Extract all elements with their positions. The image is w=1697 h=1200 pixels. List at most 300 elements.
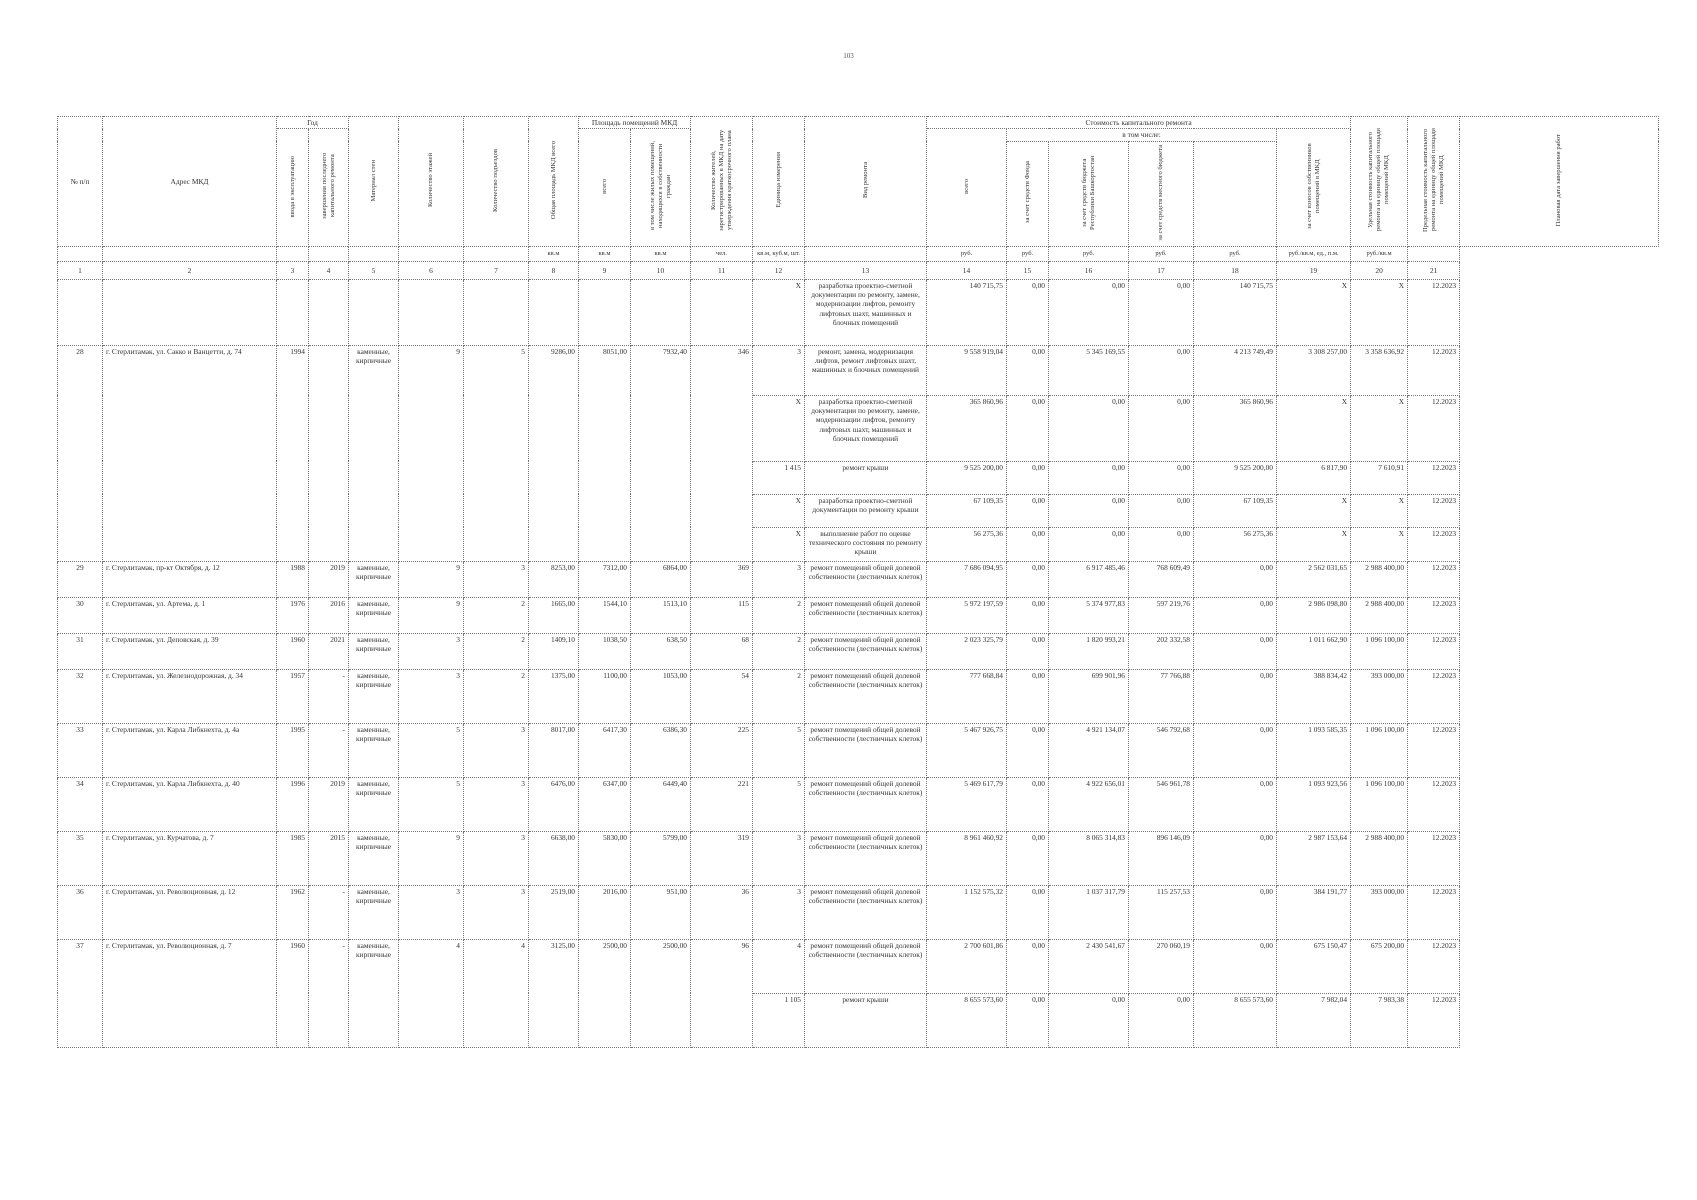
year-last-repair: 2015 xyxy=(309,831,349,885)
header-cost-local: за счет средств местного бюджета xyxy=(1129,141,1194,246)
work-deadline: 12.2023 xyxy=(1408,723,1460,777)
work-cost-owners: 9 525 200,00 xyxy=(1194,461,1277,494)
house-number: 33 xyxy=(58,723,103,777)
work-cost-total: 5 467 926,75 xyxy=(927,723,1007,777)
total-area: 1375,00 xyxy=(529,669,579,723)
table-row xyxy=(58,633,1659,669)
work-deadline: 12.2023 xyxy=(1408,777,1460,831)
work-cost-republic: 0,00 xyxy=(1049,993,1129,1047)
year-built: 1962 xyxy=(277,885,309,939)
house-number: 36 xyxy=(58,885,103,939)
work-repair-type: ремонт помещений общей долевой собственности (лестничных клеток) xyxy=(805,561,927,597)
work-cost-republic: 1 037 317,79 xyxy=(1049,885,1129,939)
year-built: 1996 xyxy=(277,777,309,831)
column-number-cell: 21 xyxy=(1408,261,1460,279)
premises-total: 5830,00 xyxy=(579,831,631,885)
work-cost-total: 777 668,84 xyxy=(927,669,1007,723)
house-number: 28 xyxy=(58,345,103,561)
header-year-group: Год xyxy=(277,117,349,129)
unit-cell xyxy=(399,246,464,261)
column-number-cell: 9 xyxy=(579,261,631,279)
work-cost-total: 8 961 460,92 xyxy=(927,831,1007,885)
work-deadline: 12.2023 xyxy=(1408,279,1460,345)
table-row xyxy=(58,345,1659,395)
premises-citizens: 2500,00 xyxy=(631,939,691,1047)
work-cost-owners: 67 109,35 xyxy=(1194,494,1277,527)
work-specific-cost: 3 308 257,00 xyxy=(1277,345,1351,395)
wall-material: каменные, кирпичные xyxy=(349,777,399,831)
year-last-repair: 2016 xyxy=(309,597,349,633)
work-repair-type: ремонт помещений общей долевой собственности (лестничных клеток) xyxy=(805,723,927,777)
work-cost-total: 67 109,35 xyxy=(927,494,1007,527)
unit-cell: руб./кв.м xyxy=(1351,246,1408,261)
header-repair-type: Вид ремонта xyxy=(805,117,927,247)
entrances-count: 3 xyxy=(464,831,529,885)
work-cost-owners: 140 715,75 xyxy=(1194,279,1277,345)
work-cost-owners: 0,00 xyxy=(1194,723,1277,777)
work-unit: 3 xyxy=(753,345,805,395)
header-floors: Количество этажей xyxy=(399,117,464,247)
work-cost-owners: 0,00 xyxy=(1194,939,1277,993)
capital-repair-table xyxy=(57,116,1659,1048)
house-number: 31 xyxy=(58,633,103,669)
entrances-count: 3 xyxy=(464,723,529,777)
empty-cell xyxy=(579,279,631,345)
work-cost-owners: 0,00 xyxy=(1194,777,1277,831)
house-number: 34 xyxy=(58,777,103,831)
wall-material: каменные, кирпичные xyxy=(349,723,399,777)
work-cost-republic: 699 901,96 xyxy=(1049,669,1129,723)
empty-cell xyxy=(529,279,579,345)
unit-cell: руб. xyxy=(1007,246,1049,261)
house-number: 32 xyxy=(58,669,103,723)
work-cost-local: 896 146,09 xyxy=(1129,831,1194,885)
work-repair-type: ремонт крыши xyxy=(805,993,927,1047)
entrances-count: 3 xyxy=(464,561,529,597)
entrances-count: 4 xyxy=(464,939,529,1047)
residents-count: 319 xyxy=(691,831,753,885)
house-address: г. Стерлитамак, ул. Артема, д. 1 xyxy=(103,597,277,633)
work-deadline: 12.2023 xyxy=(1408,885,1460,939)
house-address: г. Стерлитамак, ул. Сакко и Ванцетти, д. 74 xyxy=(103,345,277,561)
work-repair-type: ремонт помещений общей долевой собственности (лестничных клеток) xyxy=(805,669,927,723)
work-repair-type: выполнение работ по оценке технического состояния по ремонту крыши xyxy=(805,527,927,561)
work-deadline: 12.2023 xyxy=(1408,561,1460,597)
unit-cell xyxy=(349,246,399,261)
header-year-last-repair: завершения последнего капитального ремонта xyxy=(309,129,349,247)
work-cost-owners: 0,00 xyxy=(1194,597,1277,633)
work-cost-fund: 0,00 xyxy=(1007,939,1049,993)
header-max-cost: Предельная стоимость капитального ремонта на единицу общей площади помещений МКД xyxy=(1408,117,1460,247)
page-number: 103 xyxy=(843,52,854,60)
work-specific-cost: 2 562 031,65 xyxy=(1277,561,1351,597)
house-number: 30 xyxy=(58,597,103,633)
work-deadline: 12.2023 xyxy=(1408,669,1460,723)
work-deadline: 12.2023 xyxy=(1408,597,1460,633)
work-cost-local: 202 332,58 xyxy=(1129,633,1194,669)
year-last-repair: 2019 xyxy=(309,561,349,597)
year-built: 1957 xyxy=(277,669,309,723)
work-unit: 2 xyxy=(753,669,805,723)
premises-citizens: 1513,10 xyxy=(631,597,691,633)
residents-count: 369 xyxy=(691,561,753,597)
premises-total: 1544,10 xyxy=(579,597,631,633)
work-deadline: 12.2023 xyxy=(1408,831,1460,885)
year-last-repair: - xyxy=(309,723,349,777)
floors-count: 3 xyxy=(399,885,464,939)
work-deadline: 12.2023 xyxy=(1408,527,1460,561)
work-max-cost: 393 000,00 xyxy=(1351,669,1408,723)
work-cost-republic: 0,00 xyxy=(1049,395,1129,461)
work-cost-republic: 0,00 xyxy=(1049,279,1129,345)
empty-cell xyxy=(58,279,103,345)
work-cost-local: 0,00 xyxy=(1129,494,1194,527)
column-number-cell: 11 xyxy=(691,261,753,279)
header-cost-fund: за счет средств Фонда xyxy=(1007,141,1049,246)
work-cost-owners: 0,00 xyxy=(1194,885,1277,939)
work-unit: 2 xyxy=(753,597,805,633)
year-built: 1994 xyxy=(277,345,309,561)
work-specific-cost: 1 093 585,35 xyxy=(1277,723,1351,777)
unit-cell: руб. xyxy=(1194,246,1277,261)
premises-citizens: 6449,40 xyxy=(631,777,691,831)
empty-cell xyxy=(464,279,529,345)
year-last-repair: - xyxy=(309,885,349,939)
floors-count: 9 xyxy=(399,831,464,885)
year-built: 1988 xyxy=(277,561,309,597)
work-cost-fund: 0,00 xyxy=(1007,461,1049,494)
work-deadline: 12.2023 xyxy=(1408,461,1460,494)
work-specific-cost: 388 834,42 xyxy=(1277,669,1351,723)
premises-citizens: 1053,00 xyxy=(631,669,691,723)
work-max-cost: 7 983,38 xyxy=(1351,993,1408,1047)
residents-count: 221 xyxy=(691,777,753,831)
table-body xyxy=(58,279,1659,1047)
work-cost-total: 56 275,36 xyxy=(927,527,1007,561)
work-cost-republic: 4 922 656,01 xyxy=(1049,777,1129,831)
work-cost-fund: 0,00 xyxy=(1007,395,1049,461)
entrances-count: 3 xyxy=(464,777,529,831)
house-address: г. Стерлитамак, пр-кт Октября, д. 12 xyxy=(103,561,277,597)
unit-cell: руб./кв.м, ед., п.м. xyxy=(1277,246,1351,261)
unit-cell: руб. xyxy=(927,246,1007,261)
work-max-cost: X xyxy=(1351,494,1408,527)
work-cost-total: 2 700 601,86 xyxy=(927,939,1007,993)
year-built: 1960 xyxy=(277,939,309,1047)
work-cost-local: 546 792,68 xyxy=(1129,723,1194,777)
empty-cell xyxy=(399,279,464,345)
table-row xyxy=(58,279,1659,345)
work-cost-owners: 0,00 xyxy=(1194,561,1277,597)
table-row xyxy=(58,723,1659,777)
work-cost-owners: 4 213 749,49 xyxy=(1194,345,1277,395)
work-cost-total: 1 152 575,32 xyxy=(927,885,1007,939)
work-repair-type: ремонт помещений общей долевой собственности (лестничных клеток) xyxy=(805,939,927,993)
work-cost-owners: 8 655 573,60 xyxy=(1194,993,1277,1047)
work-max-cost: X xyxy=(1351,527,1408,561)
column-number-cell: 5 xyxy=(349,261,399,279)
entrances-count: 5 xyxy=(464,345,529,561)
floors-count: 9 xyxy=(399,561,464,597)
house-address: г. Стерлитамак, ул. Революционная, д. 12 xyxy=(103,885,277,939)
work-deadline: 12.2023 xyxy=(1408,993,1460,1047)
header-wall-material: Материал стен xyxy=(349,117,399,247)
work-specific-cost: 384 191,77 xyxy=(1277,885,1351,939)
work-unit: 5 xyxy=(753,777,805,831)
year-built: 1985 xyxy=(277,831,309,885)
total-area: 6476,00 xyxy=(529,777,579,831)
premises-citizens: 7932,40 xyxy=(631,345,691,561)
premises-total: 7312,00 xyxy=(579,561,631,597)
work-cost-local: 115 257,53 xyxy=(1129,885,1194,939)
work-max-cost: 1 096 100,00 xyxy=(1351,633,1408,669)
work-deadline: 12.2023 xyxy=(1408,939,1460,993)
work-specific-cost: 7 982,04 xyxy=(1277,993,1351,1047)
work-cost-republic: 1 820 993,21 xyxy=(1049,633,1129,669)
work-max-cost: 2 988 400,00 xyxy=(1351,597,1408,633)
empty-cell xyxy=(631,279,691,345)
unit-cell xyxy=(805,246,927,261)
work-unit: X xyxy=(753,494,805,527)
unit-cell xyxy=(58,246,103,261)
column-number-cell: 15 xyxy=(1007,261,1049,279)
work-cost-republic: 2 430 541,67 xyxy=(1049,939,1129,993)
house-address: г. Стерлитамак, ул. Курчатова, д. 7 xyxy=(103,831,277,885)
premises-total: 6417,30 xyxy=(579,723,631,777)
house-number: 35 xyxy=(58,831,103,885)
work-repair-type: ремонт помещений общей долевой собственности (лестничных клеток) xyxy=(805,777,927,831)
work-max-cost: 2 988 400,00 xyxy=(1351,831,1408,885)
house-address: г. Стерлитамак, ул. Революционная, д. 7 xyxy=(103,939,277,1047)
work-cost-local: 0,00 xyxy=(1129,461,1194,494)
work-specific-cost: 2 987 153,64 xyxy=(1277,831,1351,885)
column-number-cell: 10 xyxy=(631,261,691,279)
column-number-cell: 2 xyxy=(103,261,277,279)
work-cost-local: 768 609,49 xyxy=(1129,561,1194,597)
unit-cell xyxy=(464,246,529,261)
work-cost-republic: 5 345 169,55 xyxy=(1049,345,1129,395)
work-repair-type: ремонт, замена, модернизация лифтов, ремонт лифтовых шахт, машинных и блочных помещений xyxy=(805,345,927,395)
work-repair-type: разработка проектно-сметной документации по ремонту, замене, модернизации лифтов, ремонту лифтовых шахт, машинных и блочных помещений xyxy=(805,279,927,345)
unit-cell xyxy=(309,246,349,261)
work-cost-fund: 0,00 xyxy=(1007,633,1049,669)
empty-cell xyxy=(691,279,753,345)
empty-cell xyxy=(309,279,349,345)
work-max-cost: X xyxy=(1351,279,1408,345)
work-cost-republic: 0,00 xyxy=(1049,461,1129,494)
premises-total: 1100,00 xyxy=(579,669,631,723)
work-specific-cost: X xyxy=(1277,395,1351,461)
work-cost-local: 0,00 xyxy=(1129,395,1194,461)
total-area: 8253,00 xyxy=(529,561,579,597)
column-number-cell: 8 xyxy=(529,261,579,279)
entrances-count: 2 xyxy=(464,669,529,723)
work-specific-cost: X xyxy=(1277,494,1351,527)
wall-material: каменные, кирпичные xyxy=(349,669,399,723)
work-cost-local: 0,00 xyxy=(1129,993,1194,1047)
work-cost-local: 597 219,76 xyxy=(1129,597,1194,633)
column-number-cell: 18 xyxy=(1194,261,1277,279)
work-max-cost: 7 610,91 xyxy=(1351,461,1408,494)
header-entrances: Количество подъездов xyxy=(464,117,529,247)
work-specific-cost: X xyxy=(1277,279,1351,345)
work-repair-type: ремонт помещений общей долевой собственности (лестничных клеток) xyxy=(805,885,927,939)
unit-cell: чел. xyxy=(691,246,753,261)
work-unit: X xyxy=(753,395,805,461)
total-area: 6638,00 xyxy=(529,831,579,885)
work-cost-total: 5 972 197,59 xyxy=(927,597,1007,633)
work-cost-fund: 0,00 xyxy=(1007,669,1049,723)
work-repair-type: разработка проектно-сметной документации по ремонту, замене, модернизации лифтов, ремонту лифтовых шахт, машинных и блочных помещений xyxy=(805,395,927,461)
work-cost-owners: 365 860,96 xyxy=(1194,395,1277,461)
work-cost-total: 365 860,96 xyxy=(927,395,1007,461)
premises-citizens: 6386,30 xyxy=(631,723,691,777)
year-built: 1960 xyxy=(277,633,309,669)
work-unit: 1 105 xyxy=(753,993,805,1047)
work-repair-type: ремонт помещений общей долевой собственности (лестничных клеток) xyxy=(805,597,927,633)
wall-material: каменные, кирпичные xyxy=(349,831,399,885)
header-unit: Единица измерения xyxy=(753,117,805,247)
work-cost-republic: 5 374 977,83 xyxy=(1049,597,1129,633)
work-max-cost: X xyxy=(1351,395,1408,461)
work-max-cost: 2 988 400,00 xyxy=(1351,561,1408,597)
work-unit: 3 xyxy=(753,831,805,885)
residents-count: 68 xyxy=(691,633,753,669)
work-cost-owners: 0,00 xyxy=(1194,669,1277,723)
work-specific-cost: 1 093 923,56 xyxy=(1277,777,1351,831)
floors-count: 9 xyxy=(399,345,464,561)
work-cost-local: 0,00 xyxy=(1129,345,1194,395)
work-max-cost: 3 358 636,92 xyxy=(1351,345,1408,395)
work-cost-owners: 0,00 xyxy=(1194,633,1277,669)
work-cost-fund: 0,00 xyxy=(1007,831,1049,885)
work-cost-owners: 56 275,36 xyxy=(1194,527,1277,561)
residents-count: 115 xyxy=(691,597,753,633)
entrances-count: 2 xyxy=(464,633,529,669)
house-address: г. Стерлитамак, ул. Карла Либкнехта, д. 40 xyxy=(103,777,277,831)
total-area: 8017,00 xyxy=(529,723,579,777)
table-row xyxy=(58,597,1659,633)
work-specific-cost: 1 011 662,90 xyxy=(1277,633,1351,669)
work-repair-type: ремонт помещений общей долевой собственности (лестничных клеток) xyxy=(805,831,927,885)
premises-citizens: 5799,00 xyxy=(631,831,691,885)
table-row xyxy=(58,939,1659,993)
work-cost-fund: 0,00 xyxy=(1007,561,1049,597)
work-cost-local: 546 961,78 xyxy=(1129,777,1194,831)
column-number-cell: 19 xyxy=(1277,261,1351,279)
work-unit: X xyxy=(753,527,805,561)
work-cost-republic: 6 917 485,46 xyxy=(1049,561,1129,597)
floors-count: 5 xyxy=(399,723,464,777)
work-deadline: 12.2023 xyxy=(1408,345,1460,395)
header-total-area: Общая площадь МКД всего xyxy=(529,117,579,247)
house-address: г. Стерлитамак, ул. Карла Либкнехта, д. 4а xyxy=(103,723,277,777)
empty-cell xyxy=(277,279,309,345)
work-cost-fund: 0,00 xyxy=(1007,494,1049,527)
floors-count: 3 xyxy=(399,669,464,723)
header-cost-owners: за счет взносов собственников помещений в МКД xyxy=(1277,129,1351,247)
house-number: 29 xyxy=(58,561,103,597)
floors-count: 9 xyxy=(399,597,464,633)
work-cost-owners: 0,00 xyxy=(1194,831,1277,885)
work-cost-fund: 0,00 xyxy=(1007,345,1049,395)
wall-material: каменные, кирпичные xyxy=(349,561,399,597)
year-last-repair xyxy=(309,345,349,561)
premises-total: 1038,50 xyxy=(579,633,631,669)
floors-count: 4 xyxy=(399,939,464,1047)
floors-count: 3 xyxy=(399,633,464,669)
work-unit: 2 xyxy=(753,633,805,669)
work-unit: 3 xyxy=(753,561,805,597)
table-row xyxy=(58,561,1659,597)
table-row xyxy=(58,885,1659,939)
work-unit: 4 xyxy=(753,939,805,993)
column-number-cell: 1 xyxy=(58,261,103,279)
year-last-repair: 2021 xyxy=(309,633,349,669)
work-max-cost: 1 096 100,00 xyxy=(1351,777,1408,831)
unit-cell xyxy=(103,246,277,261)
header-cost-group: Стоимость капитального ремонта xyxy=(927,117,1351,129)
work-max-cost: 1 096 100,00 xyxy=(1351,723,1408,777)
header-cost-republic: за счет средств бюджета Республики Башкортостан xyxy=(1049,141,1129,246)
total-area: 1665,00 xyxy=(529,597,579,633)
year-built: 1995 xyxy=(277,723,309,777)
column-number-cell: 3 xyxy=(277,261,309,279)
premises-total: 2500,00 xyxy=(579,939,631,1047)
column-number-row xyxy=(58,261,1659,279)
work-cost-local: 0,00 xyxy=(1129,279,1194,345)
work-cost-local: 0,00 xyxy=(1129,527,1194,561)
table-row xyxy=(58,777,1659,831)
header-num: № п/п xyxy=(58,117,103,247)
work-cost-republic: 0,00 xyxy=(1049,494,1129,527)
header-year-commission: ввода в эксплуатацию xyxy=(277,129,309,247)
residents-count: 54 xyxy=(691,669,753,723)
column-number-cell: 4 xyxy=(309,261,349,279)
header-premises-citizens: в том числе жилых помещений, находящихся в собственности граждан xyxy=(631,129,691,247)
wall-material: каменные, кирпичные xyxy=(349,597,399,633)
work-deadline: 12.2023 xyxy=(1408,633,1460,669)
work-cost-local: 270 060,19 xyxy=(1129,939,1194,993)
house-address: г. Стерлитамак, ул. Деповская, д. 39 xyxy=(103,633,277,669)
work-specific-cost: 2 986 098,80 xyxy=(1277,597,1351,633)
total-area: 3125,00 xyxy=(529,939,579,1047)
header-specific-cost: Удельная стоимость капитального ремонта на единицу общей площади помещений МКД xyxy=(1351,117,1408,247)
work-cost-fund: 0,00 xyxy=(1007,777,1049,831)
work-deadline: 12.2023 xyxy=(1408,395,1460,461)
floors-count: 5 xyxy=(399,777,464,831)
work-repair-type: ремонт крыши xyxy=(805,461,927,494)
unit-cell: кв.м xyxy=(631,246,691,261)
work-cost-total: 9 558 919,04 xyxy=(927,345,1007,395)
residents-count: 96 xyxy=(691,939,753,1047)
work-max-cost: 393 000,00 xyxy=(1351,885,1408,939)
work-cost-fund: 0,00 xyxy=(1007,597,1049,633)
work-cost-fund: 0,00 xyxy=(1007,723,1049,777)
empty-cell xyxy=(103,279,277,345)
work-max-cost: 675 200,00 xyxy=(1351,939,1408,993)
work-deadline: 12.2023 xyxy=(1408,494,1460,527)
work-cost-fund: 0,00 xyxy=(1007,993,1049,1047)
header-cost-subgroup: в том числе: xyxy=(1007,129,1277,141)
column-number-cell: 6 xyxy=(399,261,464,279)
work-repair-type: разработка проектно-сметной документации по ремонту крыши xyxy=(805,494,927,527)
work-cost-total: 5 469 617,79 xyxy=(927,777,1007,831)
work-cost-republic: 0,00 xyxy=(1049,527,1129,561)
header-address: Адрес МКД xyxy=(103,117,277,247)
table-row xyxy=(58,831,1659,885)
work-cost-total: 9 525 200,00 xyxy=(927,461,1007,494)
